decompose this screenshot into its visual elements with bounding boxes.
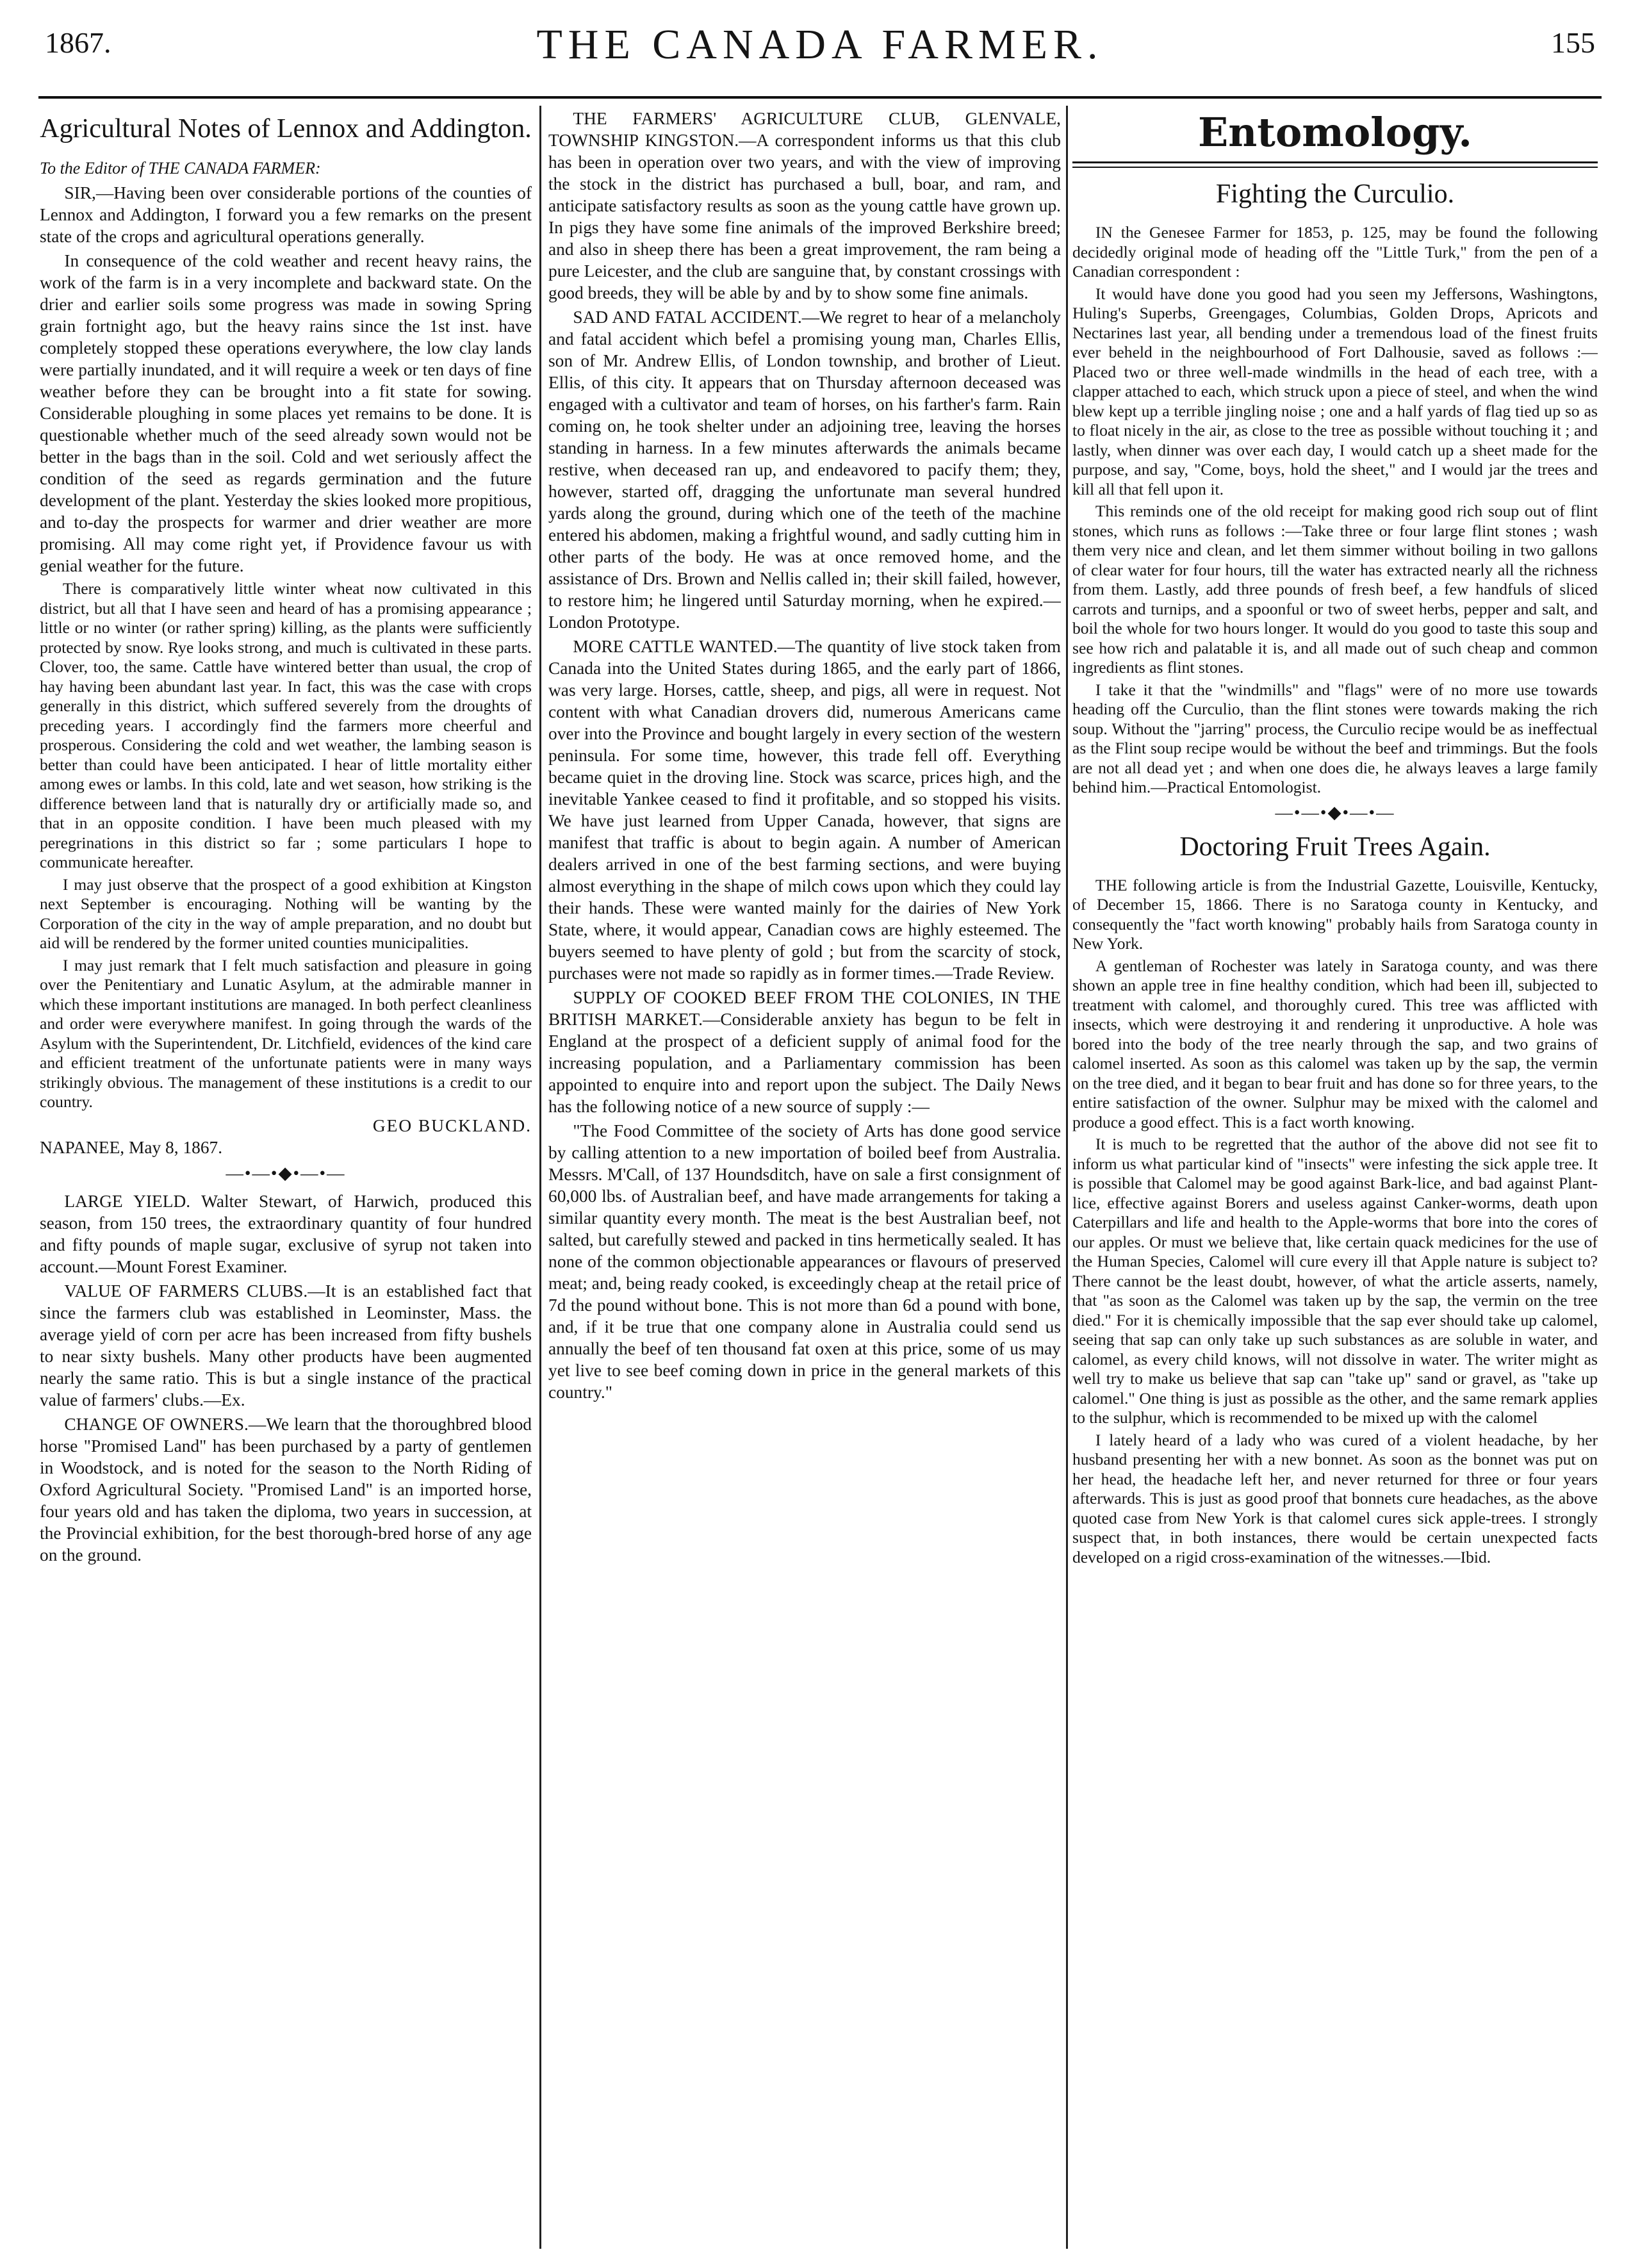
- paragraph: There is comparatively little winter wheat now cultivated in this district, but all that I have seen and heard of has a promising appearance ; little or no winter (or rather spring) killing, as the plants were sufficiently protected by snow. Rye looks strong, and much is cultivated in these parts. Clover, too, the same. Cattle have wintered better than usual, the crop of hay having been abundant last year. In fact, this was the case with crops generally in this district, which suffered severely from the droughts of preceding years. I accordingly find the farmers more cheerful and prosperous. Considering the cold and wet weather, the lambing season is better than could have been anticipated. I hear of little mortality either among ewes or lambs. In this cold, late and wet season, how striking is the difference between land that is naturally dry or artificially made so, and that in an opposite condition. I have been much pleased with my peregrinations in this district so far ; some particulars I hope to communicate hereafter.: [40, 579, 532, 871]
- column-2: [548, 108, 1061, 2247]
- paragraph: I lately heard of a lady who was cured of a violent headache, by her husband presenting her with a new bonnet. As soon as the bonnet was put on her head, the headache left her, and never returned for three or four years afterwards. This is just as good proof that bonnets cure headaches, as the above quoted case from New York is that calomel cures sick apple-trees. I strongly suspect that, in both instances, there would be certain unexpected facts developed on a rigid cross-examination of the witnesses.—Ibid.: [1072, 1430, 1598, 1566]
- column-1: [40, 108, 532, 2247]
- paragraph: MORE CATTLE WANTED.—The quantity of live stock taken from Canada into the United States during 1865, and the early part of 1866, was very large. Horses, cattle, sheep, and pigs, all were in request. Not content with what Canadian drovers did, numerous Americans came over into the Province and bought largely in every section of the western peninsula. For some time, however, this trade fell off. Everything became quiet in the droving line. Stock was scarce, prices high, and the inevitable Yankee ceased to find it profitable, and so stopped his visits. We have just learned from Upper Canada, however, that signs are manifest that traffic is about to begin again. A number of American dealers arrived in one of the best farming sections, and were buying almost everything in the shape of milch cows upon which they could lay their hands. These were wanted mainly for the dairies of New York State, where, it would appear, Canadian cows are highly esteemed. The buyers seemed to have plenty of gold ; but from the scarcity of stock, purchases were not made so rapidly as in former times.—Trade Review.: [548, 637, 1061, 983]
- column-3: [1072, 108, 1598, 2247]
- article-headline: Fighting the Curculio.: [1215, 179, 1455, 209]
- article-headline: Agricultural Notes of Lennox and Addington.: [40, 114, 532, 144]
- paragraph: A gentleman of Rochester was lately in Saratoga county, and was there shown an apple tree in fine healthy condition, which had been ill, subjected to treatment with calomel, and thoroughly cured. This tree was afflicted with insects, which were destroying it and rendering it unproductive. A hole was bored into the body of the tree nearly through the sap, and two grains of calomel inserted. As soon as this calomel was taken up by the sap, the vermin on the tree died, and it began to bear fruit and has done so for three years, to the entire satisfaction of the owner. Sulphur may be mixed with the calomel and produce a good effect. This is a fact worth knowing.: [1072, 956, 1598, 1131]
- paragraph: CHANGE OF OWNERS.—We learn that the thoroughbred blood horse "Promised Land" has been purchased by a party of gentlemen in Woodstock, and is noted for the season to the North Riding of Oxford Agricultural Society. "Promised Land" is an imported horse, four years old and has taken the diploma, two years in succession, at the Provincial exhibition, for the best thorough-bred horse of any age on the ground.: [40, 1414, 532, 1565]
- ornament-divider: —•—•◆•—•—: [1275, 802, 1395, 822]
- article-headline: Doctoring Fruit Trees Again.: [1179, 832, 1491, 862]
- ornament-divider: —•—•◆•—•—: [226, 1163, 346, 1183]
- paragraph: SUPPLY OF COOKED BEEF FROM THE COLONIES, IN THE BRITISH MARKET.—Considerable anxiety has begun to be felt in England at the prospect of a deficient supply of animal food for the increasing population, and a Parliamentary commission has been appointed to enquire into and report upon the subject. The Daily News has the following notice of a new source of supply :—: [548, 988, 1061, 1116]
- paragraph: THE FARMERS' AGRICULTURE CLUB, GLENVALE, TOWNSHIP KINGSTON.—A correspondent informs us that this club has been in operation over two years, and with the view of improving the stock in the district has purchased a bull, boar, and ram, and anticipate satisfactory results as soon as the young cattle have grown up. In pigs they have some fine animals of the improved Berkshire breed; and also in sheep there has been a great improvement, the ram being a pure Leicester, and the club are sanguine that, by constant crossings with good breeds, they will be able by and by to show some fine animals.: [548, 109, 1061, 302]
- masthead: [38, 0, 1602, 96]
- masthead-rule: [38, 96, 1602, 99]
- paragraph: I may just observe that the prospect of a good exhibition at Kingston next September is encouraging. Nothing will be wanting by the Corporation of the city in the way of ample preparation, and no doubt but aid will be rendered by the former united counties municipalities.: [40, 875, 532, 952]
- paragraph: I may just remark that I felt much satisfaction and pleasure in going over the Penitentiary and Lunatic Asylum, at the admirable manner in which these important institutions are managed. In both perfect cleanliness and order were everywhere manifest. In going through the wards of the Asylum with the Superintendent, Dr. Litchfield, evidences of the kind care and efficient treatment of the unfortunate patients were in many ways strikingly obvious. The management of these institutions is a credit to our country.: [40, 955, 532, 1111]
- signature: GEO BUCKLAND.: [372, 1115, 532, 1135]
- column-divider: [539, 106, 541, 2249]
- publication-title: THE CANADA FARMER.: [536, 21, 1104, 68]
- section-rule: [1072, 161, 1598, 168]
- column-divider: [1066, 106, 1068, 2249]
- paragraph: In consequence of the cold weather and recent heavy rains, the work of the farm is in a very incomplete and backward state. On the drier and earlier soils some progress was made in sowing Spring grain fortnight ago, but the heavy rains since the 1st inst. have completely stopped these operations everywhere, the low clay lands were partially inundated, and it will require a week or ten days of fine weather before they can be brought into a fit state for sowing. Considerable ploughing in some places yet remains to be done. It is questionable whether much of the seed already sown would not be better in the bags than in the soil. Cold and wet seriously affect the condition of the seed as regards germination and the future development of the plant. Yesterday the skies looked more propitious, and to-day the prospects for warmer and drier weather are more promising. All may come right yet, if Providence favour us with genial weather for the future.: [40, 251, 532, 575]
- paragraph: THE following article is from the Industrial Gazette, Louisville, Kentucky, of December 15, 1866. There is no Saratoga county in Kentucky, and consequently the "fact worth knowing" probably hails from Saratoga county in New York.: [1072, 875, 1598, 953]
- paragraph: VALUE OF FARMERS CLUBS.—It is an established fact that since the farmers club was established in Leominster, Mass. the average yield of corn per acre has been increased from fifty bushels to near sixty bushels. Many other products have been augmented nearly the same ratio. This is but a single instance of the practical value of farmers' clubs.—Ex.: [40, 1281, 532, 1409]
- page-number: 155: [1551, 26, 1595, 59]
- paragraph: SAD AND FATAL ACCIDENT.—We regret to hear of a melancholy and fatal accident which befel a promising young man, Charles Ellis, son of Mr. Andrew Ellis, of London township, and brother of Lieut. Ellis, of this city. It appears that on Thursday afternoon deceased was engaged with a cultivator and team of horses, on his farther's farm. Rain coming on, he took shelter under an adjoining tree, leaving the horses standing in harness. In a few minutes afterwards the animals became restive, when deceased ran up, and endeavored to pacify them; they, however, started off, dragging the unfortunate man several hundred yards along the ground, during which one of the teeth of the machine entered his abdomen, making a frightful wound, and sadly cutting him in other parts of the body. He was at once removed home, and the assistance of Drs. Brown and Nellis called in; their skill failed, however, to restore him; he lingered until Saturday morning, when he expired.—London Prototype.: [548, 308, 1061, 632]
- paragraph: IN the Genesee Farmer for 1853, p. 125, may be found the following decidedly original mode of heading off the "Little Turk," from the pen of a Canadian correspondent :: [1072, 223, 1598, 281]
- paragraph: SIR,—Having been over considerable portions of the counties of Lennox and Addington, I forward you a few remarks on the present state of the crops and agricultural operations generally.: [40, 183, 532, 246]
- article-dedication: To the Editor of THE CANADA FARMER:: [40, 159, 321, 177]
- section-heading: Entomology.: [1197, 109, 1473, 156]
- paragraph: It is much to be regretted that the author of the above did not see fit to inform us what particular kind of "insects" were infesting the sick apple tree. It is possible that Calomel may be good against Bark-lice, and bad against Plant-lice, effective against Borers and useless against Canker-worms, death upon Caterpillars and life and health to the Apple-worms that bore into the cores of our apples. Or must we believe that, like certain quack medicines for the use of the Human Species, Calomel will cure every ill that Apple nature is subject to? There cannot be the least doubt, however, of what the article asserts, namely, that "as soon as the Calomel was taken up by the sap, the vermin on the tree died." For it is chemically impossible that the sap ever should take up calomel, seeing that sap can only take up such substances as are soluble in water, and calomel, as every child knows, will not dissolve in water. The writer might as well try to make us believe that sap can "take up" sand or gravel, as "take up calomel." One thing is just as possible as the other, and the same remark applies to the sulphur, which is recommended to be mixed up with the calomel: [1072, 1135, 1598, 1427]
- dateline: NAPANEE, May 8, 1867.: [40, 1137, 223, 1157]
- paragraph: I take it that the "windmills" and "flags" were of no more use towards heading off the Curculio, than the flint stones were towards making the rich soup. Without the "jarring" process, the Curculio recipe would be as ineffectual as the Flint soup recipe would be without the beef and trimmings. But the fools are not all dead yet ; and when one does die, he always leaves a large family behind him.—Practical Entomologist.: [1072, 680, 1598, 796]
- issue-year: 1867.: [45, 26, 111, 59]
- paragraph: It would have done you good had you seen my Jeffersons, Washingtons, Huling's Superbs, Greengages, Columbias, Golden Drops, Apricots and Nectarines last year, all bending under a tremendous load of the finest fruits ever beheld in the neighbourhood of Fort Dalhousie, saved as follows :—Placed two or three well-made windmills in the head of each tree, with a clapper attached to each, which struck upon a piece of steel, and when the wind blew kept up a terrible jingling noise ; one and a half yards of flag tied up so as to float nicely in the air, as close to the tree as possible without touching it ; and lastly, when dinner was over each day, I would catch up a sheet made for the purpose, and say, "Come, boys, hold the sheet," and I would jar the trees and kill all that fell upon it.: [1072, 284, 1598, 498]
- paragraph: This reminds one of the old receipt for making good rich soup out of flint stones, which runs as follows :—Take three or four large flint stones ; wash them very nice and clean, and let them simmer without boiling in two gallons of clear water for four hours, till the water has extracted nearly all the richness from them. Lastly, add three pounds of fresh beef, a few handfuls of sliced carrots and turnips, and a spoonful or two of sweet herbs, pepper and salt, and boil the whole for two hours longer. It would do you good to taste this soup and see how rich and palatable it is, and all made out of such cheap and common ingredients as flint stones.: [1072, 502, 1598, 677]
- paragraph: "The Food Committee of the society of Arts has done good service by calling attention to a new importation of boiled beef from Australia. Messrs. M'Call, of 137 Houndsditch, have on sale a first consignment of 60,000 lbs. of Australian beef, and have made arrangements for taking a similar quantity every month. The meat is the best Australian beef, not salted, but carefully stewed and packed in tins hermetically sealed. It has none of the common objectionable appearances or flavours of preserved meat; and, being ready cooked, is exceedingly cheap at the retail price of 7d the pound without bone. This is not more than 6d a pound with bone, and, if it be true that one company alone in Australia could send us annually the beef of ten thousand fat oxen at this price, some of us may yet live to see beef coming down in price in the general markets of this country.": [548, 1121, 1061, 1402]
- paragraph: LARGE YIELD. Walter Stewart, of Harwich, produced this season, from 150 trees, the extraordinary quantity of four hundred and fifty pounds of maple sugar, exclusive of syrup not taken into account.—Mount Forest Examiner.: [40, 1191, 532, 1276]
